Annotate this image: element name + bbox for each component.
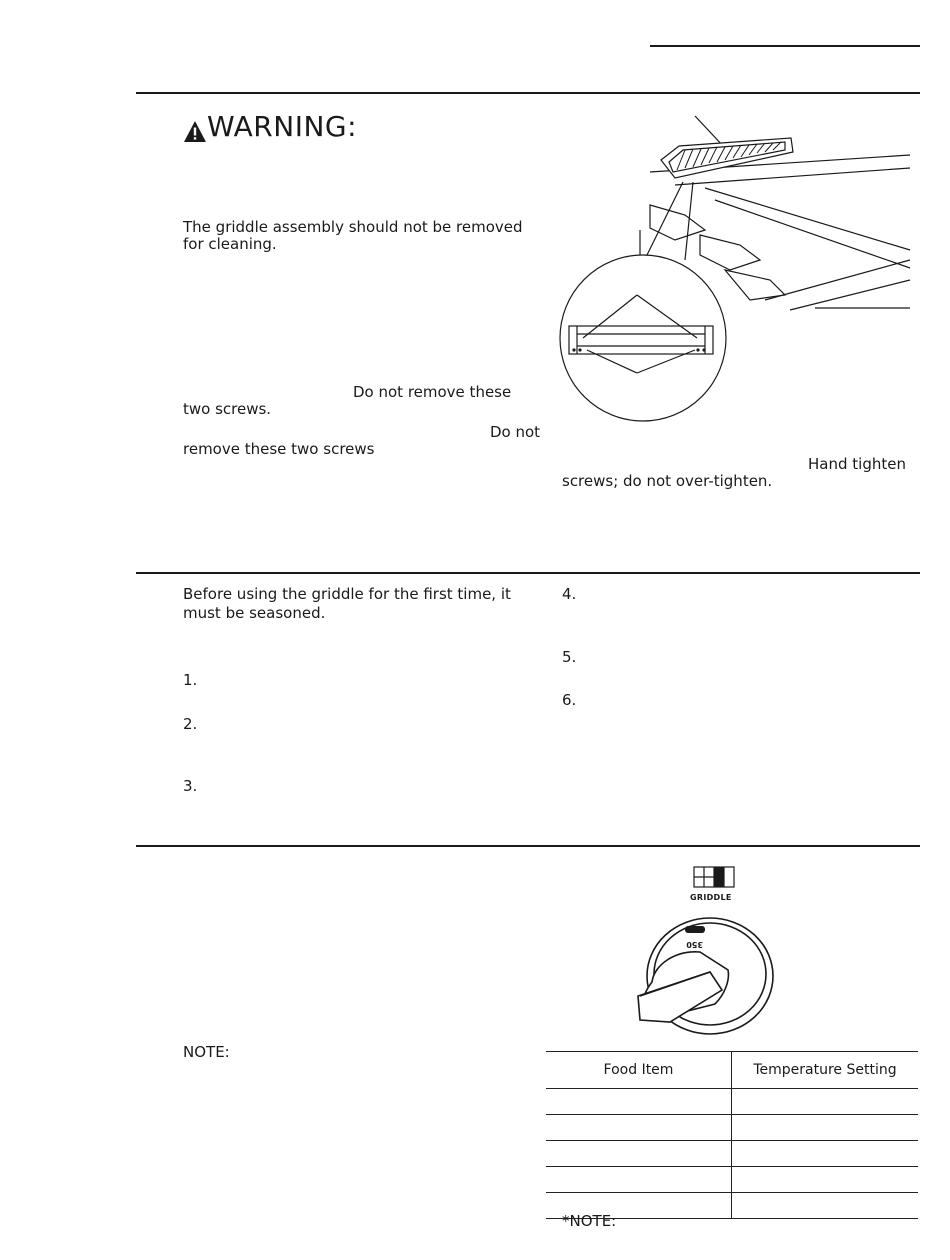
- table-row: [546, 1167, 918, 1193]
- table-cell: [546, 1115, 732, 1141]
- table-cell: [732, 1089, 919, 1115]
- step-3-number: 3.: [183, 777, 198, 795]
- note-label-left: NOTE:: [183, 1043, 230, 1061]
- step-4-number: 4.: [562, 585, 577, 603]
- header-rule: [650, 45, 920, 47]
- table-cell: [732, 1115, 919, 1141]
- hand-tighten-bold: Hand tighten: [808, 455, 906, 473]
- step-2-number: 2.: [183, 715, 198, 733]
- table-cell: [732, 1193, 919, 1219]
- column-header-temperature-setting: Temperature Setting: [732, 1052, 919, 1089]
- step-1-number: 1.: [183, 671, 198, 689]
- griddle-symbol-icon: [693, 866, 735, 888]
- griddle-knob-label: GRIDDLE: [690, 893, 732, 902]
- table-cell: [732, 1167, 919, 1193]
- hand-tighten-line2: screws; do not over-tighten.: [562, 472, 773, 490]
- griddle-temperature-table: [546, 1051, 918, 1219]
- step-6-number: 6.: [562, 691, 577, 709]
- griddle-control-knob: [630, 910, 780, 1040]
- section-divider-1: [136, 92, 920, 94]
- screws-caution2-line2: remove these two screws: [183, 440, 375, 458]
- table-row: [546, 1089, 918, 1115]
- griddle-assembly-illustration: [555, 110, 920, 430]
- warning-triangle-icon: [183, 120, 207, 144]
- section-divider-3: [136, 845, 920, 847]
- table-cell: [546, 1141, 732, 1167]
- section-divider-2: [136, 572, 920, 574]
- column-header-food-item: Food Item: [546, 1052, 732, 1089]
- table-row: [546, 1115, 918, 1141]
- table-cell: [546, 1089, 732, 1115]
- table-cell: [546, 1167, 732, 1193]
- screws-caution-line2: two screws.: [183, 400, 272, 418]
- knob-temperature-marking: 350: [686, 940, 703, 949]
- griddle-removal-note-line2: for cleaning.: [183, 235, 277, 253]
- seasoning-intro-line1: Before using the griddle for the first time, it: [183, 585, 511, 603]
- table-row: [546, 1141, 918, 1167]
- table-cell: [732, 1141, 919, 1167]
- griddle-removal-note-line1: The griddle assembly should not be removed: [183, 218, 523, 236]
- screws-caution-bold: Do not remove these: [353, 383, 512, 401]
- note-label-bottom: *NOTE:: [562, 1212, 617, 1230]
- step-5-number: 5.: [562, 648, 577, 666]
- screws-caution2-bold: Do not: [490, 423, 541, 441]
- warning-label: WARNING:: [207, 110, 358, 143]
- seasoning-intro-line2: must be seasoned.: [183, 604, 326, 622]
- warning-heading: [183, 111, 357, 144]
